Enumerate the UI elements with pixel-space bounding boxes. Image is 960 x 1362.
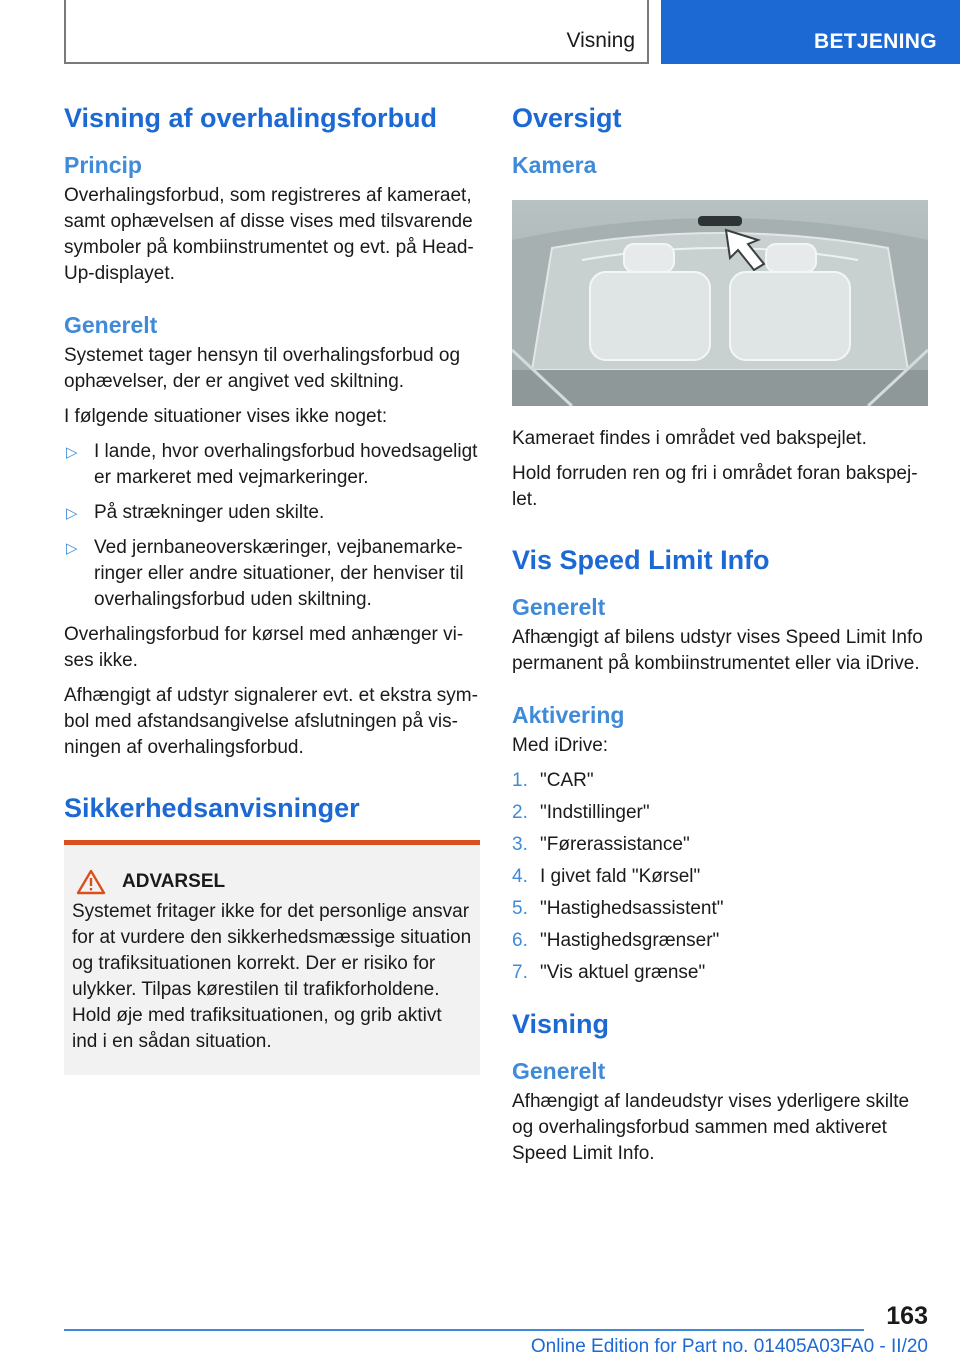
generelt-text-4: Afhængigt af udstyr signalerer evt. et ekstra sym-bol med afstandsangivelse afslutningen på vis-ningen af overhalingsforbud.	[64, 685, 478, 758]
footer-edition: Online Edition for Part no. 01405A03FA0 - II/20	[530, 1336, 928, 1357]
step-number: 7.	[512, 962, 528, 983]
kamera-text-2: Hold forruden ren og fri i området foran bakspej-let.	[512, 463, 918, 510]
title-visning: Visning	[512, 1009, 610, 1039]
title-overtaking-display: Visning af overhalingsforbud	[64, 103, 438, 133]
bullet-text: I lande, hvor overhalingsforbud hovedsageligt er markeret med vejmarkeringer.	[94, 441, 478, 488]
step-item	[512, 896, 932, 922]
bullet-text: På strækninger uden skilte.	[94, 502, 325, 523]
step-item	[512, 832, 932, 858]
right-column	[512, 100, 932, 1176]
title-oversigt: Oversigt	[512, 103, 622, 133]
step-text: "Indstillinger"	[540, 802, 650, 823]
step-number: 5.	[512, 898, 528, 919]
header-chapter-label: BETJENING	[814, 30, 937, 53]
step-text: "CAR"	[540, 770, 594, 791]
triangle-bullet-icon: ▷	[66, 540, 78, 557]
heading-princip: Princip	[64, 152, 142, 178]
warning-text: Systemet fritager ikke for det personlige ansvar for at vurdere den sikkerhedsmæssige situation og trafiksituationen korrekt. Der er risiko for ulykker. Tilpas kørestilen til trafikforholdene. Hold øje med trafiksituationen, og grib aktivt ind i en sådan situation.	[72, 901, 472, 1052]
aktivering-intro: Med iDrive:	[512, 735, 609, 756]
step-item	[512, 800, 932, 826]
step-number: 6.	[512, 930, 528, 951]
bullet-text: Ved jernbaneoverskæringer, vejbanemarke-ringer eller andre situationer, der henviser til overhalingsforbud uden skiltning.	[94, 537, 464, 610]
header-chapter-tab[interactable]	[661, 0, 960, 64]
title-speed-limit-info: Vis Speed Limit Info	[512, 545, 770, 575]
warning-label: ADVARSEL	[122, 871, 226, 892]
step-number: 3.	[512, 834, 528, 855]
left-column	[64, 100, 480, 1075]
page-number: 163	[886, 1302, 928, 1330]
generelt-text-2: I følgende situationer vises ikke noget:	[64, 406, 388, 427]
list-item	[64, 439, 480, 491]
warning-triangle-icon	[76, 869, 110, 895]
heading-vsl-generelt: Generelt	[512, 594, 606, 620]
step-text: "Hastighedsgrænser"	[540, 930, 720, 951]
step-number: 4.	[512, 866, 528, 887]
footer-divider	[64, 1329, 864, 1331]
triangle-bullet-icon: ▷	[66, 505, 78, 522]
step-text: "Førerassistance"	[540, 834, 690, 855]
heading-generelt: Generelt	[64, 312, 158, 338]
heading-aktivering: Aktivering	[512, 702, 625, 728]
step-number: 1.	[512, 770, 528, 791]
kamera-text-1: Kameraet findes i området ved bakspejlet.	[512, 428, 867, 449]
vsl-generelt-text: Afhængigt af bilens udstyr vises Speed Limit Info permanent på kombiinstrumentet eller via iDrive.	[512, 627, 923, 674]
heading-visning-generelt: Generelt	[512, 1058, 606, 1084]
camera-location-illustration	[512, 200, 928, 406]
visning-generelt-text: Afhængigt af landeudstyr vises yderligere skilte og overhalingsforbud sammen med aktiveret Speed Limit Info.	[512, 1091, 910, 1164]
triangle-bullet-icon: ▷	[66, 444, 78, 461]
step-item	[512, 864, 932, 890]
heading-kamera: Kamera	[512, 152, 597, 178]
list-item	[64, 535, 480, 613]
step-text: "Vis aktuel grænse"	[540, 962, 706, 983]
step-text: "Hastighedsassistent"	[540, 898, 724, 919]
generelt-text-3: Overhalingsforbud for kørsel med anhænger vi-ses ikke.	[64, 624, 464, 671]
step-text: I givet fald "Kørsel"	[540, 866, 701, 887]
header-section-title: Visning	[566, 29, 635, 52]
generelt-text-1: Systemet tager hensyn til overhalingsforbud og ophævelser, der er angivet ved skiltning.	[64, 345, 461, 392]
step-item	[512, 768, 932, 794]
warning-header	[72, 869, 472, 895]
title-safety: Sikkerhedsanvisninger	[64, 793, 360, 823]
warning-box	[64, 840, 480, 1075]
step-item	[512, 960, 932, 986]
header-frame	[64, 0, 649, 64]
step-item	[512, 928, 932, 954]
princip-text: Overhalingsforbud, som registreres af kameraet, samt ophævelsen af disse vises med tilsvarende symboler på kombiinstrumentet og evt. på Head-Up-displayet.	[64, 185, 474, 284]
list-item	[64, 500, 480, 526]
step-number: 2.	[512, 802, 528, 823]
